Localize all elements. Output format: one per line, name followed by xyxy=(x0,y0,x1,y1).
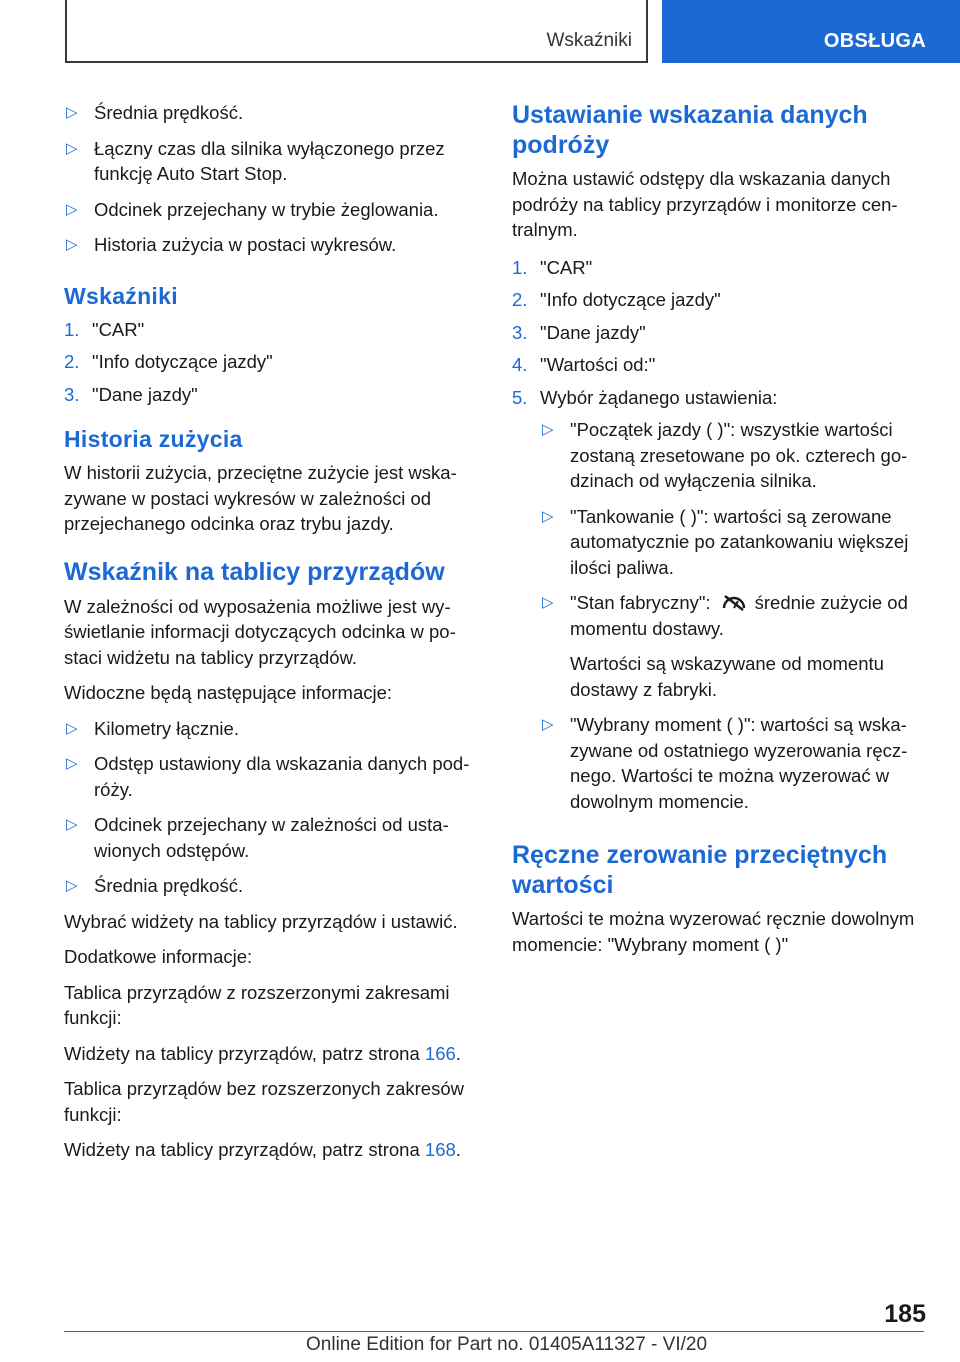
reczne-text: Wartości te można wyzerować ręcznie dowolnym momencie: "Wybrany moment ( )" xyxy=(512,908,915,955)
step-item: 4. "Wartości od:" xyxy=(512,354,656,375)
heading-ustawianie: Ustawianie wskazania danych podróży xyxy=(512,101,868,159)
step-item: 2. "Info dotyczące jazdy" xyxy=(64,351,273,372)
right-column xyxy=(512,100,932,967)
triangle-bullet-icon: ▷ xyxy=(66,236,78,253)
step-item: 3. "Dane jazdy" xyxy=(512,321,646,343)
triangle-bullet-icon: ▷ xyxy=(66,877,78,894)
widoczne-text: Widoczne będą następujące informacje: xyxy=(64,682,393,703)
noext-label: Tablica przyrządów bez rozszerzonych zakresów funkcji: xyxy=(64,1078,464,1125)
list-item: ▷ Odstęp ustawiony dla wskazania danych podróży. xyxy=(66,753,470,800)
list-item: ▷ Odcinek przejechany w zależności od ustawionych odstępów. xyxy=(66,814,449,861)
step-item: 1. "CAR" xyxy=(512,256,593,278)
triangle-bullet-icon: ▷ xyxy=(66,200,78,218)
heading-tablica: Wskaźnik na tablicy przyrządów xyxy=(64,557,445,586)
list-item: ▷ Odcinek przejechany w trybie żeglowania. xyxy=(64,197,479,223)
triangle-bullet-icon: ▷ xyxy=(66,816,78,833)
list-item: ▷ "Stan fabryczny": średnie zużycie od momentu dostawy. xyxy=(542,592,908,639)
triangle-bullet-icon: ▷ xyxy=(542,716,554,733)
triangle-bullet-icon: ▷ xyxy=(542,421,554,438)
footer-divider xyxy=(64,1331,924,1332)
page-link-166[interactable]: 166 xyxy=(424,1042,456,1064)
step-item: 2. "Info dotyczące jazdy" xyxy=(512,289,721,310)
step-item: 5. Wybór żądanego ustawienia: xyxy=(512,386,778,408)
triangle-bullet-icon: ▷ xyxy=(66,719,78,737)
triangle-bullet-icon: ▷ xyxy=(66,139,78,157)
left-column xyxy=(64,100,479,1173)
option-list xyxy=(540,417,932,814)
list-item: ▷ Historia zużycia w postaci wykresów. xyxy=(64,232,479,258)
header-chapter-tab xyxy=(662,0,960,63)
wybrac-text: Wybrać widżety na tablicy przyrządów i ustawić. xyxy=(64,910,458,932)
header-section-title: Wskaźniki xyxy=(546,30,632,51)
fabryczny-note: Wartości są wskazywane od momentu dostawy z fabryki. xyxy=(570,653,884,700)
dodatkowe-text: Dodatkowe informacje: xyxy=(64,946,253,967)
heading-historia: Historia zużycia xyxy=(64,426,243,452)
list-item: ▷ Średnia prędkość. xyxy=(64,873,479,899)
step-item: 1. "CAR" xyxy=(64,318,145,340)
triangle-bullet-icon: ▷ xyxy=(66,755,78,772)
ref-line-2: Widżety na tablicy przyrządów, patrz strona 168. xyxy=(64,1139,461,1160)
consumption-gauge-icon xyxy=(721,592,747,612)
list-item: ▷ "Początek jazdy ( )": wszystkie wartości zostaną zresetowane po ok. czterech godzinach od wyłączenia silnika. xyxy=(542,419,908,491)
historia-text: W historii zużycia, przeciętne zużycie jest wskazywane w postaci wykresów w zależności od przejechanego odcinka oraz trybu jazdy. xyxy=(64,462,457,534)
page-number: 185 xyxy=(884,1300,926,1328)
triangle-bullet-icon: ▷ xyxy=(542,594,554,611)
footer-edition: Online Edition for Part no. 01405A11327 - VI/20 xyxy=(306,1334,708,1355)
ref-line-1: Widżety na tablicy przyrządów, patrz strona 166. xyxy=(64,1042,461,1064)
list-item: ▷ Łączny czas dla silnika wyłączonego przez funkcję Auto Start Stop. xyxy=(66,137,445,184)
header-chapter-title: OBSŁUGA xyxy=(823,30,926,52)
list-item: ▷ Średnia prędkość. xyxy=(64,100,479,126)
list-item: ▷ "Wybrany moment ( )": wartości są wskazywane od ostatniego wyzerowania ręcznego. Wartości te można wyzerować w dowolnym momencie. xyxy=(542,714,908,812)
ext-label: Tablica przyrządów z rozszerzonymi zakresami funkcji: xyxy=(64,981,450,1028)
tablica-text: W zależności od wyposażenia możliwe jest wyświetlanie informacji dotyczących odcinka w postaci widżetu na tablicy przyrządów. xyxy=(64,595,456,668)
page-link-168[interactable]: 168 xyxy=(424,1139,456,1160)
list-item: ▷ "Tankowanie ( )": wartości są zerowane automatycznie po zatankowaniu większej ilości paliwa. xyxy=(542,505,909,578)
heading-wskazniki: Wskaźniki xyxy=(64,282,178,309)
heading-reczne: Ręczne zerowanie przeciętnych wartości xyxy=(512,841,888,899)
step-item: 3. "Dane jazdy" xyxy=(64,383,198,405)
ustawianie-text: Można ustawić odstępy dla wskazania danych podróży na tablicy przyrządów i monitorze centralnym. xyxy=(512,168,898,240)
triangle-bullet-icon: ▷ xyxy=(542,507,554,525)
list-item: ▷ Kilometry łącznie. xyxy=(64,716,479,742)
header-section-box xyxy=(65,0,648,63)
triangle-bullet-icon: ▷ xyxy=(66,104,78,121)
